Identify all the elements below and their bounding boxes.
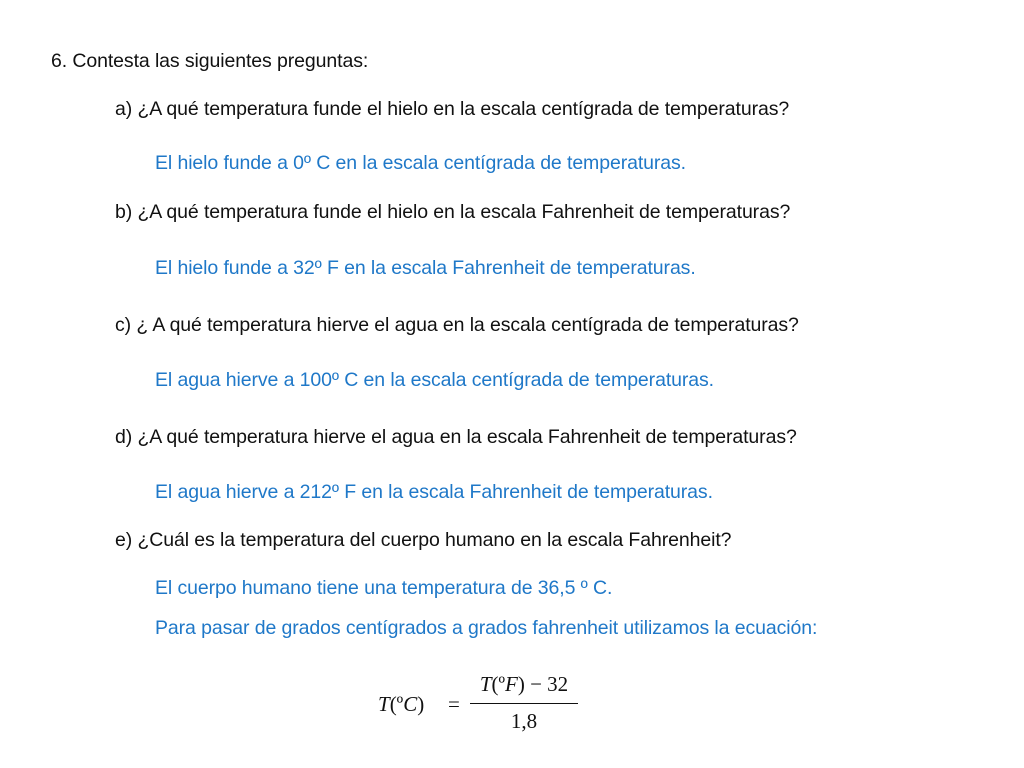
equation-lhs [378, 692, 424, 717]
answer-b: El hielo funde a 32º F en la escala Fahrenheit de temperaturas. [155, 257, 696, 279]
equation-lhs-c: C [403, 692, 418, 716]
question-c: c) ¿ A qué temperatura hierve el agua en la escala centígrada de temperaturas? [115, 314, 799, 336]
answer-c: El agua hierve a 100º C en la escala centígrada de temperaturas. [155, 369, 714, 391]
question-e: e) ¿Cuál es la temperatura del cuerpo humano en la escala Fahrenheit? [115, 529, 732, 551]
equation-num-rest: ) − 32 [517, 672, 569, 696]
conversion-equation [378, 672, 588, 742]
equation-numerator [470, 672, 578, 697]
question-d: d) ¿A qué temperatura hierve el agua en la escala Fahrenheit de temperaturas? [115, 426, 797, 448]
question-a: a) ¿A qué temperatura funde el hielo en la escala centígrada de temperaturas? [115, 98, 790, 120]
equation-fraction-bar [470, 703, 578, 704]
equation-num-f: F [505, 672, 518, 696]
answer-e: El cuerpo humano tiene una temperatura de 36,5 º C. [155, 577, 613, 599]
exercise-title: 6. Contesta las siguientes preguntas: [51, 50, 369, 72]
equation-num-t: T [479, 672, 492, 696]
answer-d: El agua hierve a 212º F en la escala Fahrenheit de temperaturas. [155, 481, 713, 503]
equation-lhs-paren: (º [389, 692, 404, 716]
equation-lhs-close: ) [417, 692, 425, 716]
equation-equals: = [448, 692, 460, 716]
equation-denominator: 1,8 [510, 709, 538, 733]
conversion-note: Para pasar de grados centígrados a grados fahrenheit utilizamos la ecuación: [155, 617, 818, 639]
answer-a: El hielo funde a 0º C en la escala centígrada de temperaturas. [155, 152, 687, 174]
equation-num-paren: (º [491, 672, 506, 696]
equation-lhs-t: T [378, 692, 390, 716]
question-b: b) ¿A qué temperatura funde el hielo en la escala Fahrenheit de temperaturas? [115, 201, 791, 223]
